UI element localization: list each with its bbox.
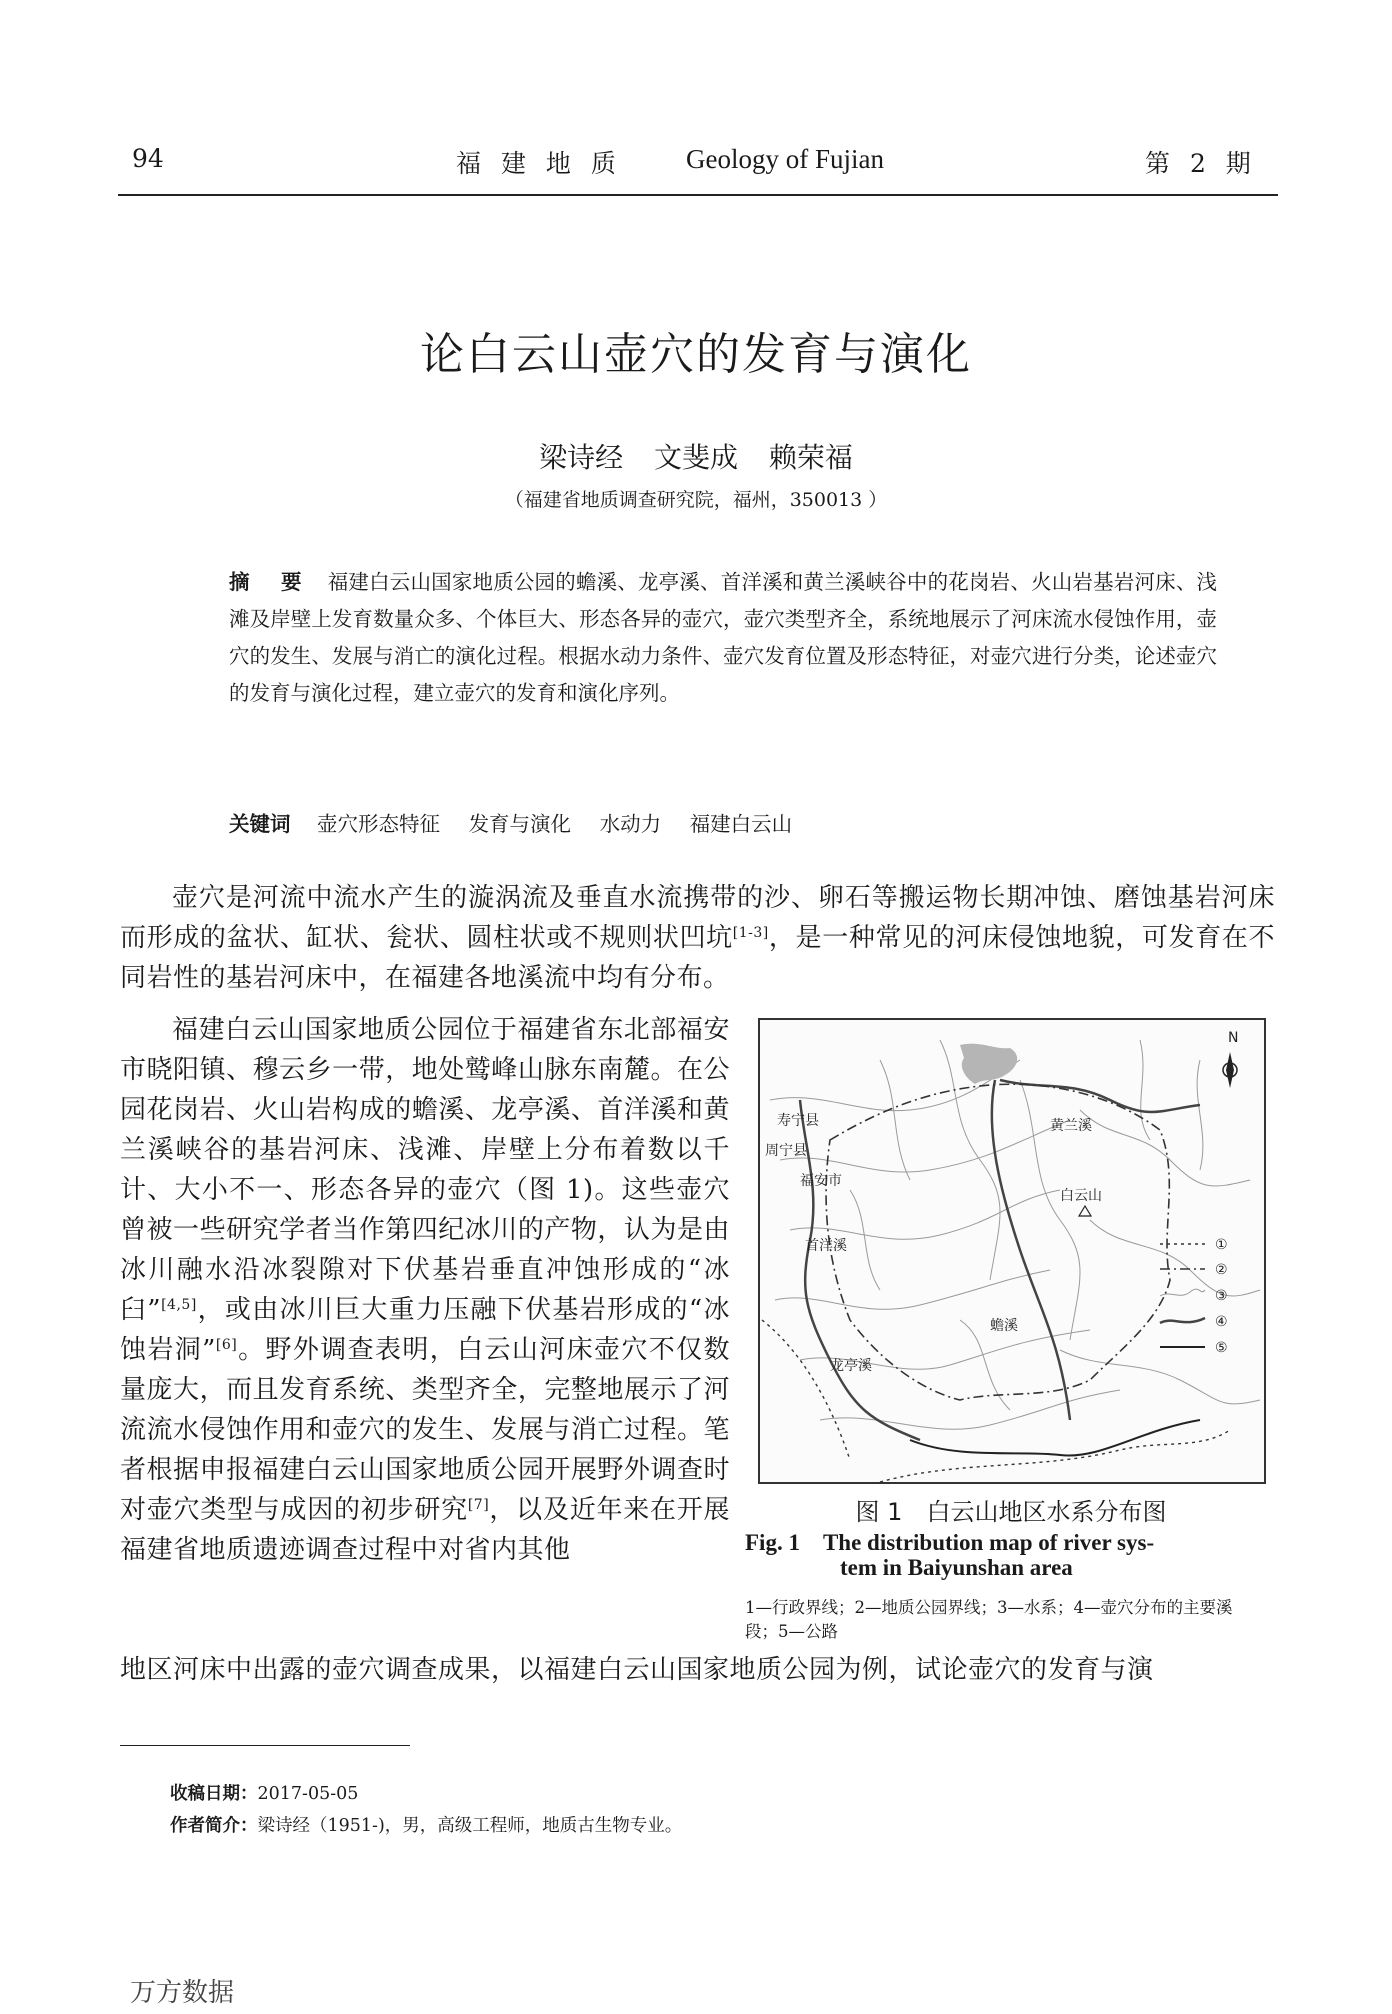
keywords — [229, 807, 814, 837]
north-arrow — [1223, 1030, 1238, 1088]
article-title: 论白云山壶穴的发育与演化 — [420, 329, 972, 380]
author-bio-note — [170, 1812, 682, 1837]
abstract-label: 摘 要 — [229, 570, 314, 594]
map-label-zhouning: 周宁县 — [765, 1143, 807, 1159]
body-paragraph-2-continued: 地区河床中出露的壶穴调查成果，以福建白云山国家地质公园为例，试论壶穴的发育与演 — [120, 1655, 1154, 1685]
watermark: 万方数据 — [130, 1978, 235, 2008]
author-name: 赖荣福 — [768, 441, 853, 474]
affiliation: （福建省地质调查研究院，福州，350013 ） — [504, 489, 888, 511]
citation: [7] — [467, 1497, 490, 1513]
keyword: 壶穴形态特征 — [317, 812, 441, 836]
figure-legend-text: 1—行政界线；2—地质公园界线；3—水系；4—壶穴分布的主要溪段；5—公路 — [745, 1598, 1233, 1641]
figure-caption-en-continued: tem in Baiyunshan area — [840, 1555, 1073, 1580]
map-label-huanglan-stream: 黄兰溪 — [1050, 1118, 1092, 1134]
keyword: 发育与演化 — [468, 812, 572, 836]
svg-text:白云山: 白云山 — [1060, 1188, 1102, 1204]
svg-text:③: ③ — [1215, 1288, 1228, 1304]
svg-text:⑤: ⑤ — [1215, 1340, 1228, 1356]
park-boundary — [826, 1084, 1170, 1400]
svg-text:N: N — [1228, 1030, 1239, 1046]
keywords-label: 关键词 — [229, 812, 291, 836]
paragraph-text: ，是一种常见的河床侵蚀地貌，可发育在不同岩性的基岩河床中，在福建各地溪流中均有分布。 — [120, 923, 1275, 993]
footnote-rule — [120, 1745, 410, 1746]
citation: [1-3] — [732, 925, 769, 941]
map-label-chan-stream: 蟾溪 — [990, 1318, 1018, 1334]
paragraph-text: 。野外调查表明，白云山河床壶穴不仅数量庞大，而且发育系统、类型齐全，完整地展示了河流流水侵蚀作用和壶穴的发生、发展与消亡过程。笔者根据申报福建白云山国家地质公园开展野外调查时对壶穴类型与成因的初步研究 — [120, 1335, 730, 1525]
author-bio: 梁诗经（1951-)，男，高级工程师，地质古生物专业。 — [257, 1816, 683, 1836]
received-date-note — [170, 1780, 358, 1805]
paragraph-text: ，以及近年来在开展福建省地质遗迹调查过程中对省内其他 — [120, 1495, 730, 1565]
body-paragraph-1 — [120, 878, 1275, 998]
svg-text:①: ① — [1215, 1237, 1228, 1253]
paragraph-text: 福建白云山国家地质公园位于福建省东北部福安市晓阳镇、穆云乡一带，地处鹫峰山脉东南麓。在公园花岗岩、火山岩构成的蟾溪、龙亭溪、首洋溪和黄兰溪峡谷的基岩河床、浅滩、岸壁上分布着数以千计、大小不一、形态各异的壶穴（图 1)。这些壶穴曾被一些研究学者当作第四纪冰川的产物，认为是由冰川融水沿冰裂隙对下伏基岩垂直冲蚀形成的“冰臼” — [120, 1015, 730, 1325]
map-label-fuan: 福安市 — [800, 1173, 842, 1189]
map-label-shouyang-stream: 首洋溪 — [805, 1238, 847, 1254]
map-legend — [1160, 1237, 1228, 1356]
author-list — [0, 436, 1392, 476]
reservoir-area — [960, 1044, 1017, 1084]
figure-caption-cn: 图 1 白云山地区水系分布图 — [855, 1498, 1167, 1526]
keyword: 福建白云山 — [689, 812, 793, 836]
main-streams — [800, 1080, 1200, 1440]
river-system-map — [760, 1020, 1264, 1482]
abstract-text: 福建白云山国家地质公园的蟾溪、龙亭溪、首洋溪和黄兰溪峡谷中的花岗岩、火山岩基岩河床、浅滩及岸壁上发育数量众多、个体巨大、形态各异的壶穴，壶穴类型齐全，系统地展示了河床流水侵蚀作用，壶穴的发生、发展与消亡的演化过程。根据水动力条件、壶穴发育位置及形态特征，对壶穴进行分类，论述壶穴的发育与演化过程，建立壶穴的发育和演化序列。 — [229, 570, 1218, 705]
figure-1-map — [758, 1018, 1266, 1484]
map-label-baiyunshan — [1060, 1188, 1102, 1216]
paragraph-text: ，或由冰川巨大重力压融下伏基岩形成的“冰蚀岩洞” — [120, 1295, 730, 1365]
author-name: 梁诗经 — [539, 441, 624, 474]
received-label: 收稿日期： — [170, 1784, 258, 1804]
body-paragraph-2 — [120, 1010, 730, 1570]
map-label-longting-stream: 龙亭溪 — [830, 1358, 872, 1374]
svg-text:④: ④ — [1215, 1314, 1228, 1330]
abstract — [229, 564, 1217, 712]
author-name: 文斐成 — [653, 441, 738, 474]
page-number: 94 — [132, 144, 164, 173]
author-bio-label: 作者简介： — [170, 1816, 258, 1836]
journal-name-cn: 福 建 地 质 — [456, 149, 622, 178]
received-date: 2017-05-05 — [257, 1784, 359, 1804]
figure-caption-en: Fig. 1 The distribution map of river sys- — [745, 1530, 1155, 1555]
header-rule — [118, 194, 1278, 196]
map-label-shouning: 寿宁县 — [777, 1113, 819, 1129]
issue-number: 第 2 期 — [1145, 149, 1257, 178]
journal-name-en: Geology of Fujian — [686, 144, 884, 174]
citation: [4,5] — [161, 1297, 197, 1313]
keyword: 水动力 — [599, 812, 662, 836]
paragraph-text: 壶穴是河流中流水产生的漩涡流及垂直水流携带的沙、卵石等搬运物长期冲蚀、磨蚀基岩河床而形成的盆状、缸状、瓮状、圆柱状或不规则状凹坑 — [120, 883, 1275, 953]
road — [910, 1420, 1200, 1456]
citation: [6] — [215, 1337, 238, 1353]
admin-boundary — [762, 1320, 1230, 1482]
svg-text:②: ② — [1215, 1262, 1228, 1278]
